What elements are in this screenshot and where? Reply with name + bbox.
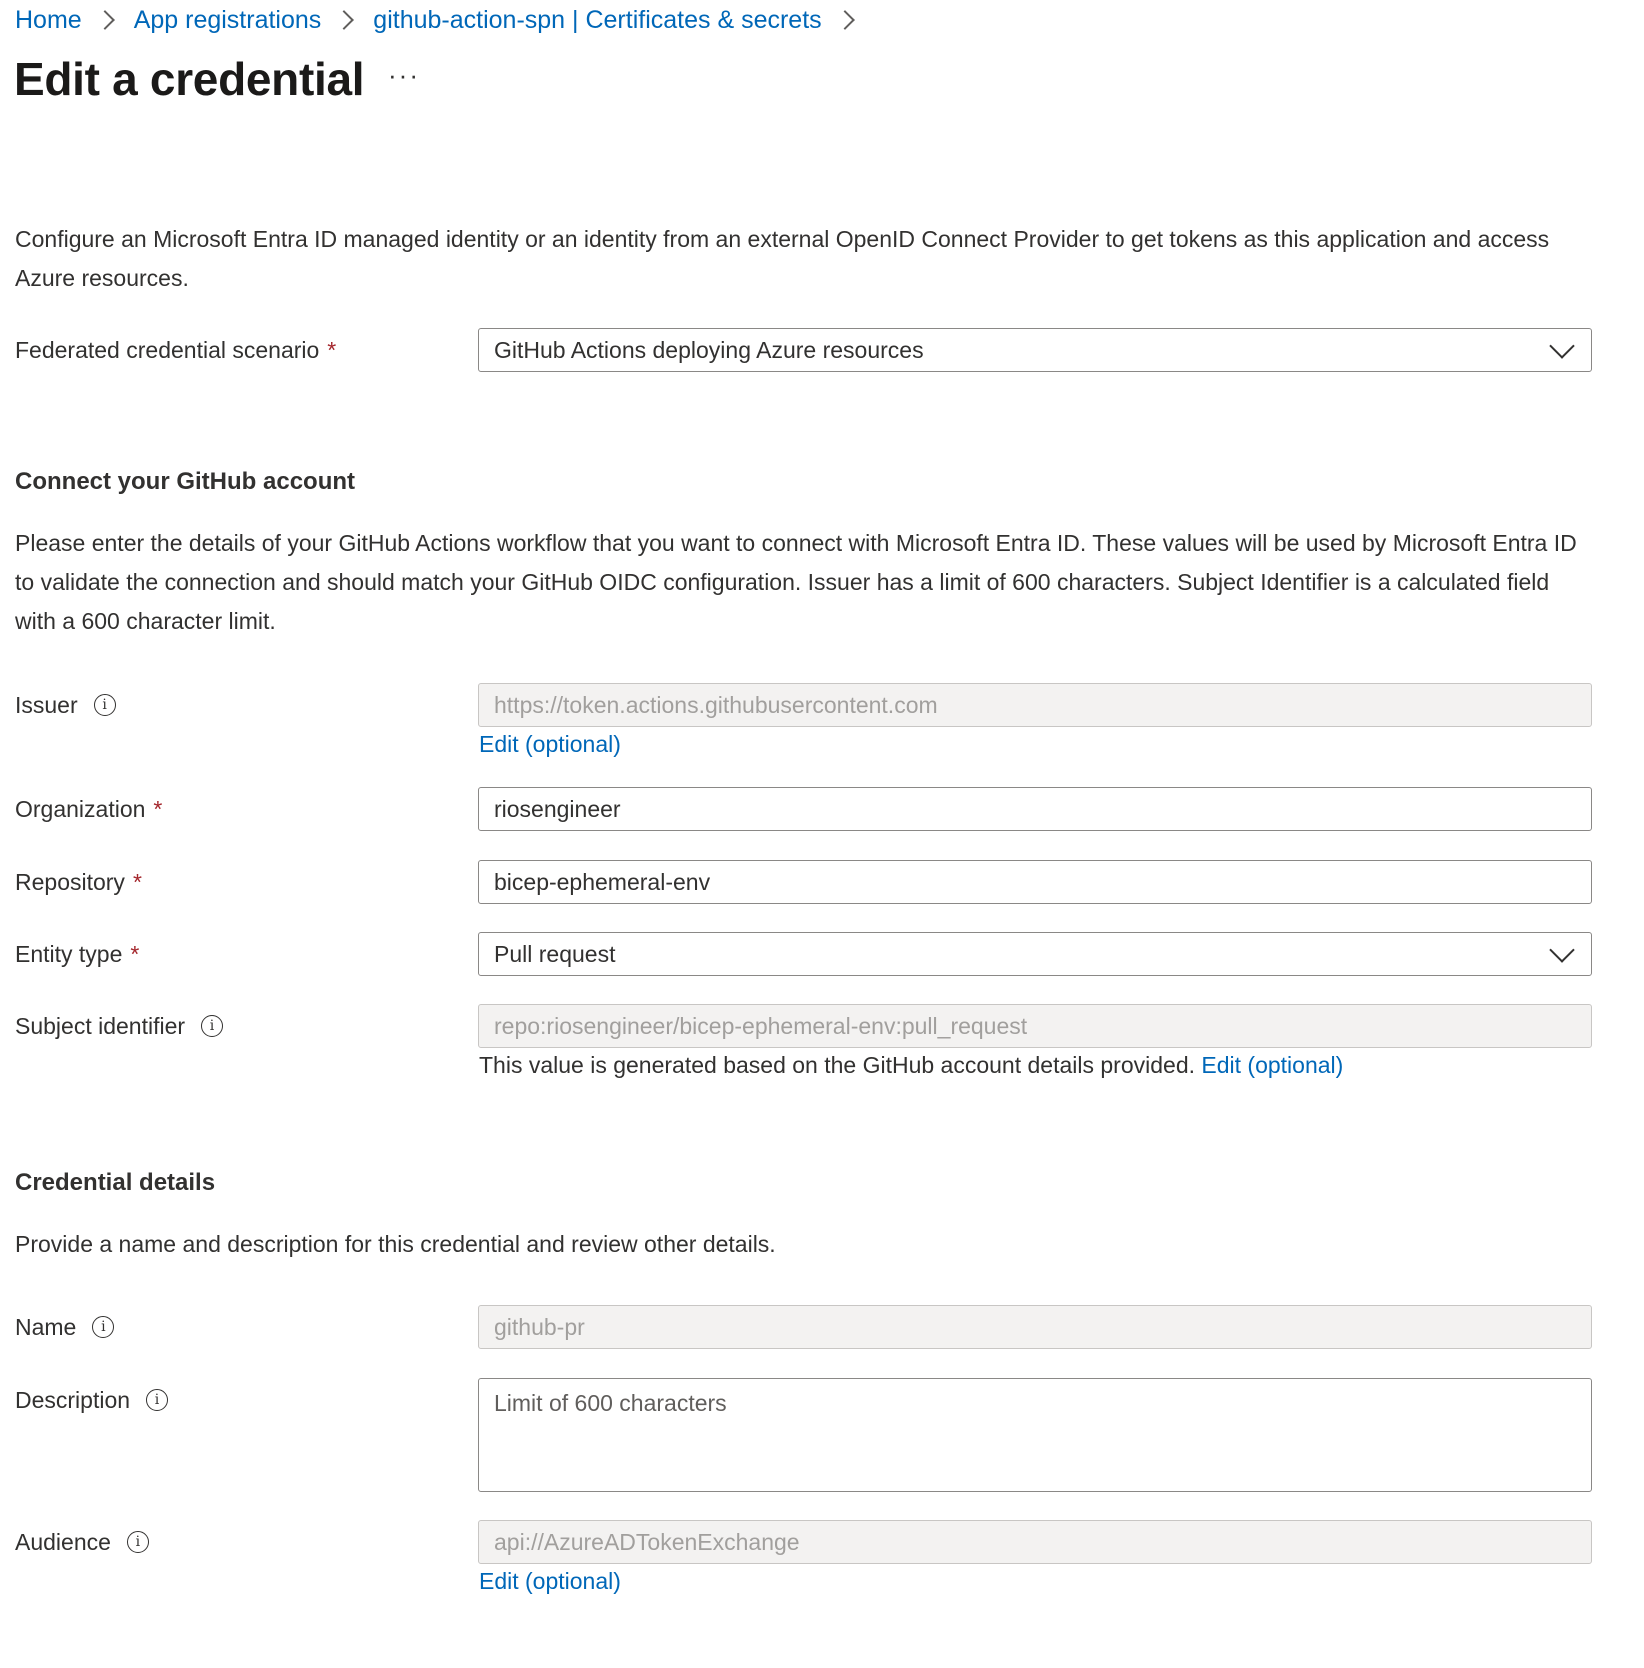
- subject-identifier-input[interactable]: [478, 1004, 1592, 1048]
- more-options-button[interactable]: ···: [388, 60, 420, 90]
- repository-label: Repository *: [15, 868, 142, 895]
- audience-edit-link[interactable]: Edit (optional): [479, 1568, 621, 1594]
- github-description: Please enter the details of your GitHub Actions workflow that you want to connect with Microsoft Entra ID. These values will be used by Microsoft Entra ID to validate the connection and should match your GitHub OIDC configuration. Issuer has a limit of 600 characters. Subject Identifier is a calculated field with a 600 character limit.: [15, 530, 1577, 634]
- chevron-right-icon: [835, 10, 855, 30]
- required-marker: *: [327, 336, 337, 363]
- breadcrumb-app-registrations[interactable]: App registrations: [133, 5, 322, 34]
- info-icon[interactable]: i: [94, 694, 116, 716]
- repository-input[interactable]: [478, 860, 1592, 904]
- scenario-label: Federated credential scenario *: [15, 336, 337, 363]
- info-icon[interactable]: i: [127, 1531, 149, 1553]
- issuer-edit-link[interactable]: Edit (optional): [479, 731, 621, 757]
- entity-type-dropdown[interactable]: [478, 932, 1592, 976]
- breadcrumb-certificates-secrets[interactable]: github-action-spn | Certificates & secrets: [373, 5, 822, 34]
- scenario-value: GitHub Actions deploying Azure resources: [494, 336, 924, 363]
- info-icon[interactable]: i: [146, 1389, 168, 1411]
- breadcrumb: [15, 2, 874, 38]
- breadcrumb-home[interactable]: Home: [15, 5, 82, 34]
- description-label: Description i: [15, 1378, 168, 1422]
- organization-label: Organization *: [15, 795, 163, 822]
- description-textarea[interactable]: [478, 1378, 1592, 1492]
- subject-identifier-label: Subject identifier i: [15, 1004, 223, 1048]
- subject-note: This value is generated based on the GitHub account details provided. Edit (optional): [479, 1052, 1344, 1078]
- issuer-label: Issuer i: [15, 683, 116, 727]
- required-marker: *: [153, 795, 163, 822]
- info-icon[interactable]: i: [201, 1015, 223, 1037]
- page-title: Edit a credential: [14, 53, 365, 105]
- credential-details-description: Provide a name and description for this credential and review other details.: [15, 1231, 776, 1257]
- scenario-dropdown[interactable]: [478, 328, 1592, 372]
- info-icon[interactable]: i: [92, 1316, 114, 1338]
- github-section-heading: Connect your GitHub account: [15, 468, 356, 495]
- required-marker: *: [132, 868, 142, 895]
- chevron-down-icon: [1549, 937, 1574, 962]
- chevron-down-icon: [1549, 333, 1574, 358]
- chevron-right-icon: [334, 10, 354, 30]
- entity-type-label: Entity type *: [15, 940, 140, 967]
- chevron-right-icon: [95, 10, 115, 30]
- intro-text: Configure an Microsoft Entra ID managed identity or an identity from an external OpenID Connect Provider to get tokens as this application and access Azure resources.: [15, 226, 1550, 291]
- required-marker: *: [130, 940, 140, 967]
- name-input[interactable]: [478, 1305, 1592, 1349]
- organization-input[interactable]: [478, 787, 1592, 831]
- audience-input[interactable]: [478, 1520, 1592, 1564]
- subject-edit-link[interactable]: Edit (optional): [1201, 1052, 1344, 1078]
- audience-label: Audience i: [15, 1520, 149, 1564]
- entity-type-value: Pull request: [494, 940, 616, 967]
- credential-details-heading: Credential details: [15, 1169, 216, 1196]
- name-label: Name i: [15, 1305, 114, 1349]
- issuer-input[interactable]: [478, 683, 1592, 727]
